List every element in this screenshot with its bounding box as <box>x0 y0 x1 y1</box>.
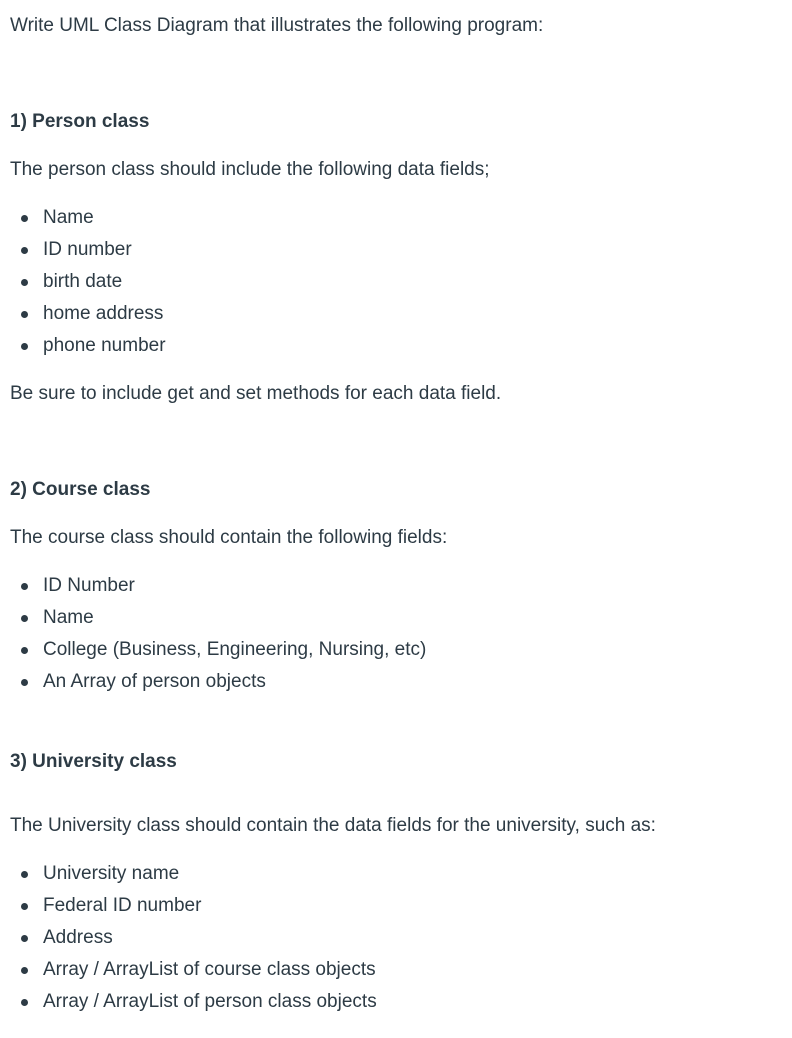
intro-text: Write UML Class Diagram that illustrates the following program: <box>10 15 544 36</box>
list-item: Array / ArrayList of course class objects <box>10 954 377 986</box>
list-item: Name <box>10 202 166 234</box>
list-item: ID number <box>10 234 166 266</box>
course-class-heading: 2) Course class <box>10 479 151 500</box>
person-class-heading: 1) Person class <box>10 111 150 132</box>
course-class-field-list <box>10 570 426 698</box>
list-item: Name <box>10 602 426 634</box>
person-class-field-list <box>10 202 166 362</box>
list-item: ID Number <box>10 570 426 602</box>
person-class-note: Be sure to include get and set methods for each data field. <box>10 383 502 404</box>
course-class-description: The course class should contain the following fields: <box>10 527 448 548</box>
list-item: phone number <box>10 330 166 362</box>
person-class-description: The person class should include the following data fields; <box>10 159 490 180</box>
university-class-heading: 3) University class <box>10 751 177 772</box>
list-item: Address <box>10 922 377 954</box>
list-item: home address <box>10 298 166 330</box>
list-item: Array / ArrayList of person class objects <box>10 986 377 1018</box>
university-class-field-list <box>10 858 377 1018</box>
list-item: birth date <box>10 266 166 298</box>
list-item: An Array of person objects <box>10 666 426 698</box>
list-item: College (Business, Engineering, Nursing, etc) <box>10 634 426 666</box>
list-item: University name <box>10 858 377 890</box>
university-class-description: The University class should contain the data fields for the university, such as: <box>10 815 656 836</box>
list-item: Federal ID number <box>10 890 377 922</box>
